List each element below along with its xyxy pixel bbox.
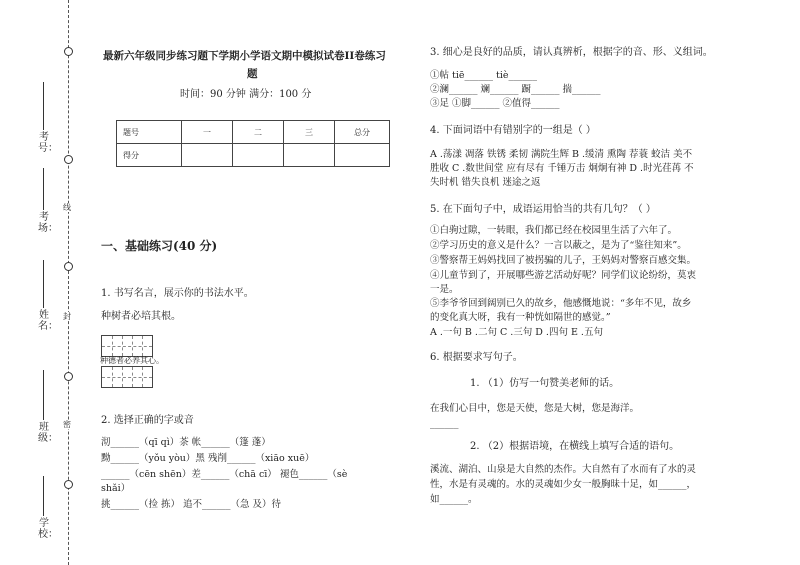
- cut-mark-feng: 封: [63, 312, 71, 321]
- question-6-passage: 如______。: [430, 494, 478, 505]
- banji-label: 班级：: [38, 422, 58, 444]
- question-2-line: 挑______（捡 拣） 追不______（急 及）待: [101, 499, 282, 510]
- writing-grid[interactable]: [101, 335, 153, 357]
- question-4-option: 失时机 错失良机 迷途之返: [430, 177, 541, 188]
- question-5-options: A .一句 B .二句 C .三句 D .四句 E .五句: [430, 327, 603, 338]
- question-6-passage: 性，水是有灵魂的。水的灵魂如少女一般胸昧十足，如______，: [430, 479, 697, 490]
- xuexiao-underline: [43, 476, 44, 516]
- exam-title: 最新六年级同步练习题下学期小学语文期中模拟试卷II卷练习: [103, 50, 386, 62]
- question-5-sentence: ④儿童节到了，开展哪些游艺活动好呢？同学们议论纷纷，莫衷: [430, 270, 697, 281]
- writing-grid[interactable]: [101, 366, 153, 388]
- writing-sample-text: 种德者必养其心。: [100, 356, 164, 365]
- binding-hole-icon: [64, 372, 73, 381]
- section-heading: 一、基础练习(40 分): [101, 239, 218, 253]
- table-cell: 题号: [117, 121, 182, 144]
- question-3-line: ②澜______ 斓______ 蹰______ 揣______: [430, 84, 601, 95]
- question-2-title: 2. 选择正确的字或音: [101, 415, 194, 426]
- question-5-sentence: 的变化真大呀，我有一种恍如隔世的感觉。”: [430, 312, 611, 323]
- score-table-header-row: [117, 121, 390, 144]
- question-3-title: 3. 细心是良好的品质，请认真辨析，根据字的音、形、义组词。: [430, 47, 713, 58]
- score-cell-3[interactable]: [284, 144, 335, 167]
- question-1-quote: 种树者必培其根。: [101, 311, 181, 322]
- question-4-option: 胜收 C .数世间堂 应有尽有 千锤万击 炯炯有神 D .时光荏苒 不: [430, 163, 694, 174]
- xuexiao-label: 学校：: [38, 518, 58, 540]
- score-table-score-row: [117, 144, 390, 167]
- kaochang-underline: [43, 168, 44, 210]
- question-5-sentence: ⑤李爷爷回到阔别已久的故乡，他感慨地说：“多年不见，故乡: [430, 298, 692, 309]
- xingming-label: 姓名：: [38, 310, 58, 332]
- question-5-sentence: ②学习历史的意义是什么？一言以蔽之，是为了“鉴往知来”。: [430, 240, 687, 251]
- question-5-sentence: ①白驹过隙，一转眼，我们都已经在校园里生活了六年了。: [430, 225, 678, 236]
- kaohao-underline: [43, 82, 44, 130]
- question-6-part-1: 1. （1）仿写一句赞美老师的话。: [470, 378, 620, 389]
- question-6-example: 在我们心目中，您是天使，您是大树，您是海洋。: [430, 403, 640, 414]
- cut-mark-mi: 密: [63, 420, 71, 429]
- binding-hole-icon: [64, 47, 73, 56]
- question-6-title: 6. 根据要求写句子。: [430, 352, 523, 363]
- question-5-sentence: 一是。: [430, 284, 459, 295]
- question-5-sentence: ③警察帮王妈妈找回了被拐骗的儿子，王妈妈对警察百感交集。: [430, 255, 697, 266]
- binding-hole-icon: [64, 480, 73, 489]
- kaohao-label: 考号：: [38, 132, 58, 154]
- question-1-title: 1. 书写名言，展示你的书法水平。: [101, 288, 254, 299]
- score-cell-1[interactable]: [182, 144, 233, 167]
- exam-title-cont: 题: [247, 68, 258, 80]
- score-cell-2[interactable]: [233, 144, 284, 167]
- answer-blank[interactable]: ______: [430, 418, 459, 429]
- question-4-title: 4. 下面词语中有错别字的一组是（ ）: [430, 125, 596, 136]
- table-cell: 二: [233, 121, 284, 144]
- xingming-underline: [43, 260, 44, 308]
- question-2-line: ______（cēn shēn）差______（chā cī） 褪色______（sè: [101, 469, 348, 480]
- question-3-line: ①帖 tiē______ tiè______: [430, 70, 537, 81]
- table-cell: 一: [182, 121, 233, 144]
- binding-hole-icon: [64, 262, 73, 271]
- table-cell: 三: [284, 121, 335, 144]
- question-6-passage: 溪流、湖泊、山泉是大自然的杰作。大自然有了水而有了水的灵: [430, 464, 697, 475]
- table-cell: 得分: [117, 144, 182, 167]
- question-2-line: 沏______（qī qì）茶 帐______（篷 蓬）: [101, 437, 271, 448]
- question-5-title: 5. 在下面句子中，成语运用恰当的共有几句？（ ）: [430, 204, 656, 215]
- score-cell-total[interactable]: [335, 144, 390, 167]
- question-2-line: 黝______（yǒu yòu）黑 残削______（xiāo xuē）: [101, 453, 315, 464]
- kaochang-label: 考场：: [38, 212, 58, 234]
- cut-mark-xian: 线: [63, 203, 71, 212]
- question-2-line: shǎi）: [101, 483, 131, 494]
- question-6-part-2: 2. （2）根据语境，在横线上填写合适的语句。: [470, 441, 680, 452]
- question-3-line: ③足 ①脚______ ②值得______: [430, 98, 560, 109]
- question-4-option: A .荡漾 凋落 铁锈 柔韧 满院生辉 B .缓清 熏陶 荐蓑 蛟洁 美不: [430, 149, 693, 160]
- banji-underline: [43, 370, 44, 420]
- time-score-info: 时间：90 分钟 满分：100 分: [180, 89, 312, 100]
- score-table: [116, 120, 390, 167]
- binding-hole-icon: [64, 155, 73, 164]
- table-cell: 总分: [335, 121, 390, 144]
